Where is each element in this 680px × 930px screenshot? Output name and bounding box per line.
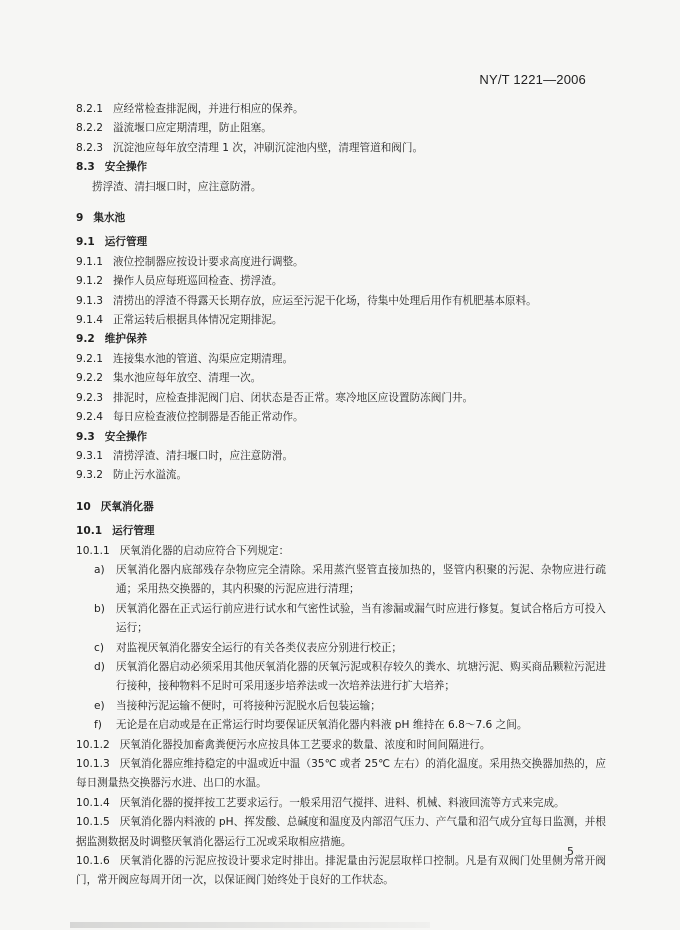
clause-9-2-1: 9.2.1 连接集水池的管道、沟渠应定期清理。: [76, 352, 294, 365]
clause-9-1-4: 9.1.4 正常运转后根据具体情况定期排泥。: [76, 314, 283, 327]
scan-artifact: [70, 922, 430, 928]
clause-9-1-1: 9.1.1 液位控制器应按设计要求高度进行调整。: [76, 255, 304, 268]
clause-8-3-text: 捞浮渣、清扫堰口时，应注意防滑。: [92, 180, 262, 193]
heading-10: 10 厌氧消化器: [76, 500, 154, 513]
clause-9-2-4: 9.2.4 每日应检查液位控制器是否能正常动作。: [76, 411, 304, 424]
clause-8-2-2: 8.2.2 溢流堰口应定期清理，防止阻塞。: [76, 122, 272, 135]
standard-code: NY/T 1221—2006: [479, 72, 586, 87]
heading-9-1: 9.1 运行管理: [76, 236, 148, 249]
clause-9-3-2: 9.3.2 防止污水溢流。: [76, 469, 188, 482]
clause-9-2-3: 9.2.3 排泥时，应检查排泥阀门启、闭状态是否正常。寒冷地区应设置防冻阀门井。: [76, 391, 474, 404]
heading-9-2: 9.2 维护保养: [76, 333, 148, 346]
heading-8-3: 8.3 安全操作: [76, 161, 148, 174]
list-item-c: c) 对监视厌氧消化器安全运行的有关各类仪表应分别进行校正；: [94, 641, 403, 654]
clause-9-1-2: 9.1.2 操作人员应每班巡回检查、捞浮渣。: [76, 275, 283, 288]
list-item-b: b) 厌氧消化器在正式运行前应进行试水和气密性试验，当有渗漏或漏气时应进行修复。复试合格后方可投入运行；: [94, 602, 606, 635]
clause-10-1-1: 10.1.1 厌氧消化器的启动应符合下列规定：: [76, 544, 290, 557]
heading-9: 9 集水池: [76, 212, 126, 225]
document-body: [76, 100, 606, 891]
heading-10-1: 10.1 运行管理: [76, 525, 155, 538]
list-item-f: f) 无论是在启动或是在正常运行时均要保证厌氧消化器内料液 pH 维持在 6.8～7.6 之间。: [94, 719, 528, 732]
list-item-e: e) 当接种污泥运输不便时，可将接种污泥脱水后包装运输；: [94, 699, 381, 712]
clause-10-1-3: 10.1.3 厌氧消化器应维持稳定的中温或近中温（35℃ 或者 25℃ 左右）的消化温度。采用热交换器加热的，应每日测量热交换器污水进、出口的水温。: [76, 758, 606, 790]
clause-9-2-2: 9.2.2 集水池应每年放空、清理一次。: [76, 372, 262, 385]
clause-10-1-4: 10.1.4 厌氧消化器的搅拌按工艺要求运行。一般采用沼气搅拌、进料、机械、料液回流等方式来完成。: [76, 796, 565, 809]
list-item-d: d) 厌氧消化器启动必须采用其他厌氧消化器的厌氧污泥或积存较久的粪水、坑塘污泥、购买商品颗粒污泥进行接种，接种物料不足时可采用逐步培养法或一次培养法进行扩大培养；: [94, 660, 606, 693]
clause-9-1-3: 9.1.3 清捞出的浮渣不得露天长期存放，应运至污泥干化场，待集中处理后用作有机肥基本原料。: [76, 294, 537, 307]
clause-8-2-3: 8.2.3 沉淀池应每年放空清理 1 次，冲刷沉淀池内壁，清理管道和阀门。: [76, 141, 424, 154]
clause-9-3-1: 9.3.1 清捞浮渣、清扫堰口时，应注意防滑。: [76, 449, 294, 462]
clause-10-1-5: 10.1.5 厌氧消化器内料液的 pH、挥发酸、总碱度和温度及内部沼气压力、产气量和沼气成分宜每日监测，并根据监测数据及时调整厌氧消化器运行工况或采取相应措施。: [76, 816, 606, 848]
clause-8-2-1: 8.2.1 应经常检查排泥阀，并进行相应的保养。: [76, 103, 304, 115]
heading-9-3: 9.3 安全操作: [76, 430, 148, 443]
list-item-a: a) 厌氧消化器内底部残存杂物应完全清除。采用蒸汽竖管直接加热的，竖管内积聚的污泥、杂物应进行疏通；采用热交换器的，其内积聚的污泥应进行清理；: [94, 563, 606, 596]
clause-10-1-6: 10.1.6 厌氧消化器的污泥应按设计要求定时排出。排泥量由污泥层取样口控制。凡是有双阀门处里侧为常开阀门，常开阀应每周开闭一次，以保证阀门始终处于良好的工作状态。: [76, 855, 606, 887]
clause-10-1-2: 10.1.2 厌氧消化器投加畜禽粪便污水应按具体工艺要求的数量、浓度和时间间隔进行。: [76, 738, 491, 751]
page-number: 5: [567, 845, 574, 858]
